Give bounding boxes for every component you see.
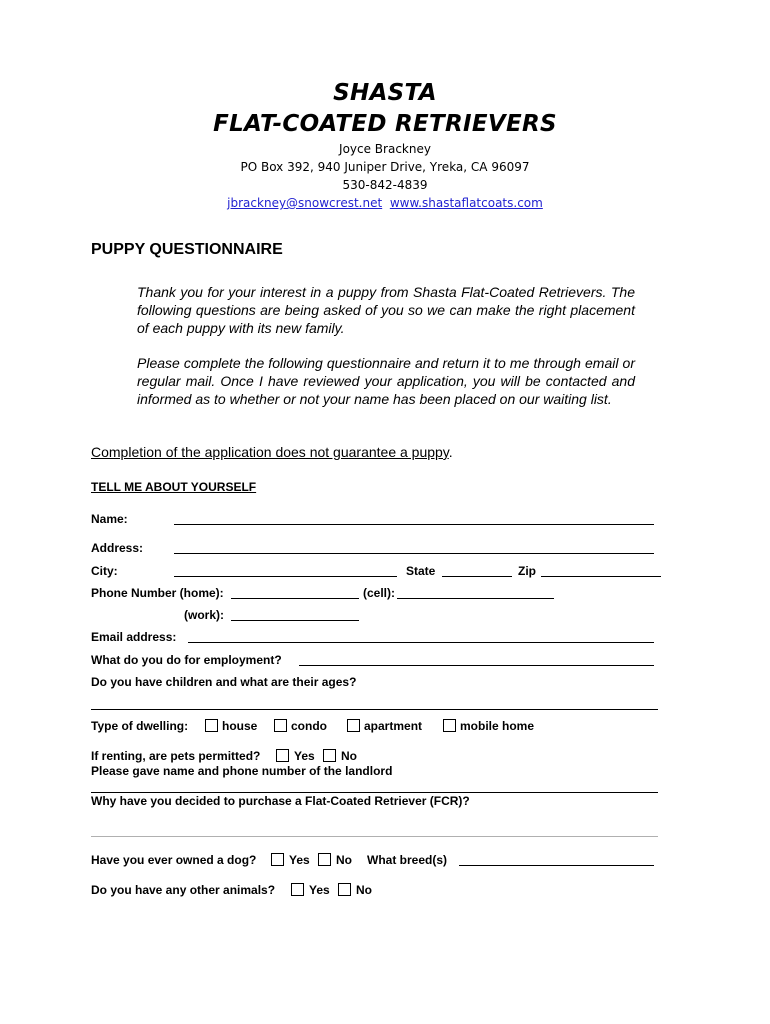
section-heading: TELL ME ABOUT YOURSELF bbox=[91, 480, 257, 494]
cell-label: (cell): bbox=[363, 586, 396, 600]
renting-no-label: No bbox=[341, 749, 357, 763]
renting-yes-checkbox[interactable] bbox=[276, 749, 289, 762]
owned-dog-yes-label: Yes bbox=[289, 853, 310, 867]
name-label: Name: bbox=[91, 512, 128, 526]
owned-dog-no-checkbox[interactable] bbox=[318, 853, 331, 866]
dwelling-condo-label: condo bbox=[291, 719, 327, 733]
email-label: Email address: bbox=[91, 630, 177, 644]
employment-field[interactable] bbox=[299, 665, 654, 666]
dwelling-apartment-label: apartment bbox=[364, 719, 423, 733]
address-field[interactable] bbox=[174, 553, 654, 554]
intro-paragraph-1: Thank you for your interest in a puppy from Shasta Flat-Coated Retrievers. The following questions are being asked of you so we can make the right placement of each puppy with its new family. bbox=[137, 284, 635, 336]
other-animals-no-label: No bbox=[356, 883, 372, 897]
why-fcr-field[interactable] bbox=[91, 836, 658, 837]
contact-links bbox=[0, 196, 770, 210]
guarantee-notice-period: . bbox=[448, 444, 453, 460]
kennel-name: SHASTA bbox=[333, 80, 437, 106]
breed-label: What breed(s) bbox=[367, 853, 448, 867]
guarantee-notice bbox=[91, 444, 453, 460]
phone-number: 530-842-4839 bbox=[342, 178, 428, 192]
kennel-subtitle: FLAT-COATED RETRIEVERS bbox=[213, 111, 557, 137]
page-title: PUPPY QUESTIONNAIRE bbox=[91, 241, 283, 258]
other-animals-yes-label: Yes bbox=[309, 883, 330, 897]
name-field[interactable] bbox=[174, 524, 654, 525]
dwelling-label: Type of dwelling: bbox=[91, 719, 189, 733]
renting-question: If renting, are pets permitted? bbox=[91, 749, 261, 763]
email-link[interactable]: jbrackney@snowcrest.net bbox=[227, 196, 383, 210]
dwelling-house-label: house bbox=[222, 719, 258, 733]
breed-field[interactable] bbox=[459, 865, 654, 866]
postal-address: PO Box 392, 940 Juniper Drive, Yreka, CA 96097 bbox=[240, 160, 530, 174]
owned-dog-yes-checkbox[interactable] bbox=[271, 853, 284, 866]
other-animals-no-checkbox[interactable] bbox=[338, 883, 351, 896]
owner-name: Joyce Brackney bbox=[339, 142, 431, 156]
other-animals-yes-checkbox[interactable] bbox=[291, 883, 304, 896]
work-field[interactable] bbox=[231, 620, 359, 621]
work-label: (work): bbox=[184, 608, 224, 622]
why-fcr-label: Why have you decided to purchase a Flat-Coated Retriever (FCR)? bbox=[91, 794, 470, 808]
state-label: State bbox=[406, 564, 436, 578]
email-field[interactable] bbox=[188, 642, 654, 643]
children-field[interactable] bbox=[91, 709, 658, 710]
owned-dog-no-label: No bbox=[336, 853, 352, 867]
phone-home-label: Phone Number (home): bbox=[91, 586, 224, 600]
state-field[interactable] bbox=[442, 576, 512, 577]
dwelling-mobile-home-label: mobile home bbox=[460, 719, 535, 733]
dwelling-house-checkbox[interactable] bbox=[205, 719, 218, 732]
dwelling-mobile-home-checkbox[interactable] bbox=[443, 719, 456, 732]
landlord-label: Please gave name and phone number of the landlord bbox=[91, 764, 393, 778]
employment-label: What do you do for employment? bbox=[91, 653, 282, 667]
other-animals-question: Do you have any other animals? bbox=[91, 883, 276, 897]
renting-no-checkbox[interactable] bbox=[323, 749, 336, 762]
children-label: Do you have children and what are their ages? bbox=[91, 675, 357, 689]
renting-yes-label: Yes bbox=[294, 749, 315, 763]
website-link[interactable]: www.shastaflatcoats.com bbox=[389, 196, 543, 210]
guarantee-notice-text: Completion of the application does not guarantee a puppy bbox=[91, 444, 449, 460]
dwelling-condo-checkbox[interactable] bbox=[274, 719, 287, 732]
city-field[interactable] bbox=[174, 576, 397, 577]
cell-field[interactable] bbox=[397, 598, 554, 599]
phone-home-field[interactable] bbox=[231, 598, 359, 599]
zip-field[interactable] bbox=[541, 576, 661, 577]
zip-label: Zip bbox=[518, 564, 536, 578]
address-label: Address: bbox=[91, 541, 144, 555]
landlord-field[interactable] bbox=[91, 792, 658, 793]
city-label: City: bbox=[91, 564, 118, 578]
dwelling-apartment-checkbox[interactable] bbox=[347, 719, 360, 732]
owned-dog-question: Have you ever owned a dog? bbox=[91, 853, 257, 867]
intro-paragraph-2: Please complete the following questionnaire and return it to me through email or regular mail. Once I have reviewed your application, you will be contacted and informed as to whether or not your name has been placed on our waiting list. bbox=[137, 355, 635, 407]
